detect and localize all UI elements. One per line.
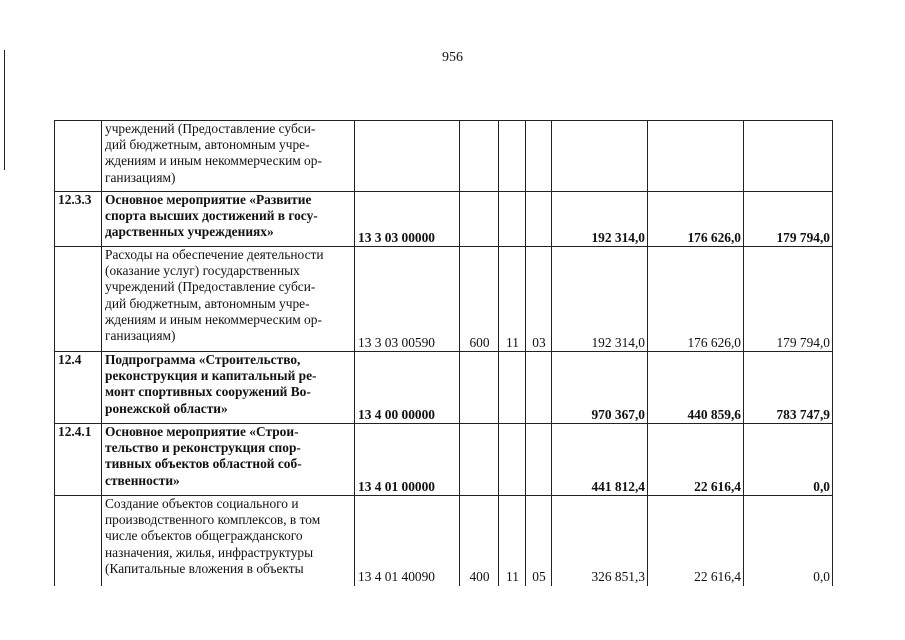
name-line: учреждений (Предоставление субси- xyxy=(105,121,316,136)
section: 11 xyxy=(499,496,526,586)
expense-type: 600 xyxy=(460,247,499,352)
table-row xyxy=(55,424,833,496)
target-code: 13 4 00 00000 xyxy=(355,352,460,424)
name-line: спорта высших достижений в госу- xyxy=(105,208,318,224)
name-line: тивных объектов областной соб- xyxy=(105,456,302,472)
expense-type xyxy=(460,121,499,192)
section xyxy=(499,192,526,247)
amount-year-3: 0,0 xyxy=(744,496,833,586)
row-number: 12.4 xyxy=(55,352,102,424)
amount-year-2: 176 626,0 xyxy=(648,192,744,247)
section xyxy=(499,121,526,192)
target-code: 13 3 03 00590 xyxy=(355,247,460,352)
amount-year-3: 179 794,0 xyxy=(744,247,833,352)
amount-year-1: 970 367,0 xyxy=(552,352,648,424)
amount-year-3: 783 747,9 xyxy=(744,352,833,424)
subsection: 03 xyxy=(526,247,552,352)
amount-year-2: 22 616,4 xyxy=(648,424,744,496)
row-name xyxy=(102,424,355,496)
expense-type xyxy=(460,352,499,424)
table-row xyxy=(55,352,833,424)
name-line: ганизациям) xyxy=(105,328,176,344)
amount-year-2: 22 616,4 xyxy=(648,496,744,586)
amount-year-2: 440 859,6 xyxy=(648,352,744,424)
amount-year-1: 326 851,3 xyxy=(552,496,648,586)
target-code: 13 4 01 00000 xyxy=(355,424,460,496)
name-line: ждениям и иным некоммерческим ор- xyxy=(105,311,322,327)
name-line: дий бюджетным, автономным учре- xyxy=(105,137,310,153)
target-code xyxy=(355,121,460,192)
row-name xyxy=(102,247,355,352)
name-line: числе объектов общегражданского xyxy=(105,528,303,544)
subsection: 05 xyxy=(526,496,552,586)
name-line: дий бюджетным, автономным учре- xyxy=(105,295,310,311)
margin-line xyxy=(4,50,5,170)
name-line: реконструкция и капитальный ре- xyxy=(105,368,317,384)
row-number: 12.4.1 xyxy=(55,424,102,496)
name-line: тельство и реконструкция спор- xyxy=(105,440,301,456)
row-number xyxy=(55,121,102,192)
expense-type xyxy=(460,192,499,247)
expense-type xyxy=(460,424,499,496)
row-number xyxy=(55,247,102,352)
row-name xyxy=(102,496,355,586)
name-line: ронежской области» xyxy=(105,400,228,416)
amount-year-1 xyxy=(552,121,648,192)
target-code: 13 4 01 40090 xyxy=(355,496,460,586)
section: 11 xyxy=(499,247,526,352)
table-row xyxy=(55,496,833,586)
row-name xyxy=(102,192,355,247)
row-number: 12.3.3 xyxy=(55,192,102,247)
name-line: ганизациям) xyxy=(105,169,176,185)
amount-year-1: 192 314,0 xyxy=(552,192,648,247)
page-number: 956 xyxy=(442,50,463,65)
name-line: Расходы на обеспечение деятельности xyxy=(105,247,324,262)
amount-year-2 xyxy=(648,121,744,192)
name-line: ственности» xyxy=(105,472,180,488)
row-name xyxy=(102,352,355,424)
amount-year-3: 179 794,0 xyxy=(744,192,833,247)
name-line: дарственных учреждениях» xyxy=(105,224,274,240)
name-line: монт спортивных сооружений Во- xyxy=(105,384,311,400)
name-line: Основное мероприятие «Строи- xyxy=(105,424,299,439)
subsection xyxy=(526,121,552,192)
subsection xyxy=(526,424,552,496)
amount-year-3 xyxy=(744,121,833,192)
name-line: производственного комплексов, в том xyxy=(105,512,321,528)
name-line: учреждений (Предоставление субси- xyxy=(105,279,316,295)
table-row xyxy=(55,121,833,192)
name-line: Основное мероприятие «Развитие xyxy=(105,192,312,207)
amount-year-3: 0,0 xyxy=(744,424,833,496)
name-line: назначения, жилья, инфраструктуры xyxy=(105,544,314,560)
row-name xyxy=(102,121,355,192)
table-row xyxy=(55,247,833,352)
subsection xyxy=(526,192,552,247)
name-line: Создание объектов социального и xyxy=(105,496,299,511)
name-line: Подпрограмма «Строительство, xyxy=(105,352,301,367)
table-row xyxy=(55,192,833,247)
section xyxy=(499,352,526,424)
expense-type: 400 xyxy=(460,496,499,586)
amount-year-2: 176 626,0 xyxy=(648,247,744,352)
budget-table xyxy=(54,120,833,586)
section xyxy=(499,424,526,496)
name-line: (Капитальные вложения в объекты xyxy=(105,560,304,576)
subsection xyxy=(526,352,552,424)
row-number xyxy=(55,496,102,586)
name-line: ждениям и иным некоммерческим ор- xyxy=(105,153,322,169)
amount-year-1: 192 314,0 xyxy=(552,247,648,352)
target-code: 13 3 03 00000 xyxy=(355,192,460,247)
amount-year-1: 441 812,4 xyxy=(552,424,648,496)
name-line: (оказание услуг) государственных xyxy=(105,263,300,279)
